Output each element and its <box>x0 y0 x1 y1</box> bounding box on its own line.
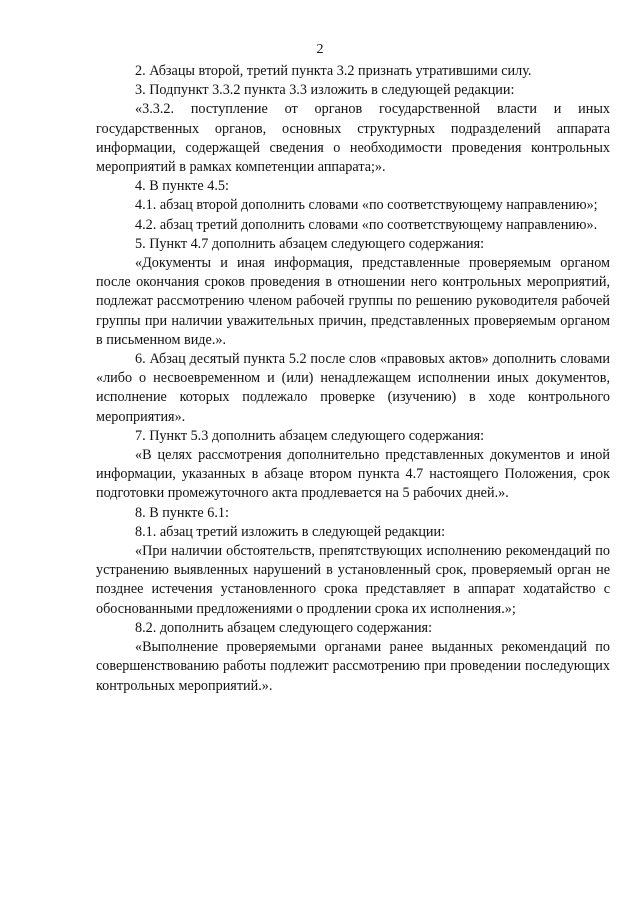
paragraph-5-heading: 5. Пункт 4.7 дополнить абзацем следующего содержания: <box>135 235 485 252</box>
paragraph-8-2-quote: «Выполнение проверяемыми органами ранее выданных рекомендаций по совершенствованию работы подлежит рассмотрению при проведении последующих контрольных мероприятий.». <box>96 639 610 694</box>
paragraph-8-1: 8.1. абзац третий изложить в следующей редакции: <box>135 523 446 540</box>
paragraph-3-podpunkt: 3. Подпункт 3.3.2 пункта 3.3 изложить в следующей редакции: <box>135 82 515 99</box>
page-number: 2 <box>316 42 324 57</box>
paragraph-2-abzacy: 2. Абзацы второй, третий пункта 3.2 признать утратившими силу. <box>135 63 532 79</box>
paragraph-7-quote: «В целях рассмотрения дополнительно представленных документов и иной информации, указанных в абзаце втором пункта 4.7 настоящего Положения, срок подготовки промежуточного акта продлевается на 5 рабочих дней.». <box>96 447 610 502</box>
paragraph-3-quote: «3.3.2. поступление от органов государственной власти и иных государственных органов, основных структурных подразделений аппарата информации, содержащей сведения о необходимости проведения контрольных мероприятий в рамках компетенции аппарата;». <box>96 101 610 176</box>
paragraph-4-1: 4.1. абзац второй дополнить словами «по соответствующему направлению»; <box>135 197 598 214</box>
paragraph-8-heading: 8. В пункте 6.1: <box>135 504 229 521</box>
paragraph-6: 6. Абзац десятый пункта 5.2 после слов «правовых актов» дополнить словами «либо о несвоевременном и (или) ненадлежащем исполнении иных документов, исполнение которых подлежало проверке (изучению) в ходе контрольного мероприятия». <box>96 351 610 425</box>
document-body <box>96 62 610 696</box>
paragraph-4-heading: 4. В пункте 4.5: <box>135 178 229 195</box>
paragraph-7-heading: 7. Пункт 5.3 дополнить абзацем следующего содержания: <box>135 427 485 444</box>
paragraph-8-1-quote: «При наличии обстоятельств, препятствующих исполнению рекомендаций по устранению выявленных нарушений в установленный срок, проверяемый орган не позднее истечения установленного срока представляет в аппарат ходатайство с обоснованными предложениями о продлении срока их исполнения.»; <box>96 543 610 617</box>
paragraph-8-2: 8.2. дополнить абзацем следующего содержания: <box>135 619 433 636</box>
paragraph-5-quote: «Документы и иная информация, представленные проверяемым органом после окончания сроков проведения в отношении него контрольных мероприятий, подлежат рассмотрению членом рабочей группы по решению руководителя рабочей группы при наличии уважительных причин, представленных проверяемым органом в письменном виде.». <box>96 255 610 348</box>
paragraph-4-2: 4.2. абзац третий дополнить словами «по соответствующему направлению». <box>135 216 598 233</box>
